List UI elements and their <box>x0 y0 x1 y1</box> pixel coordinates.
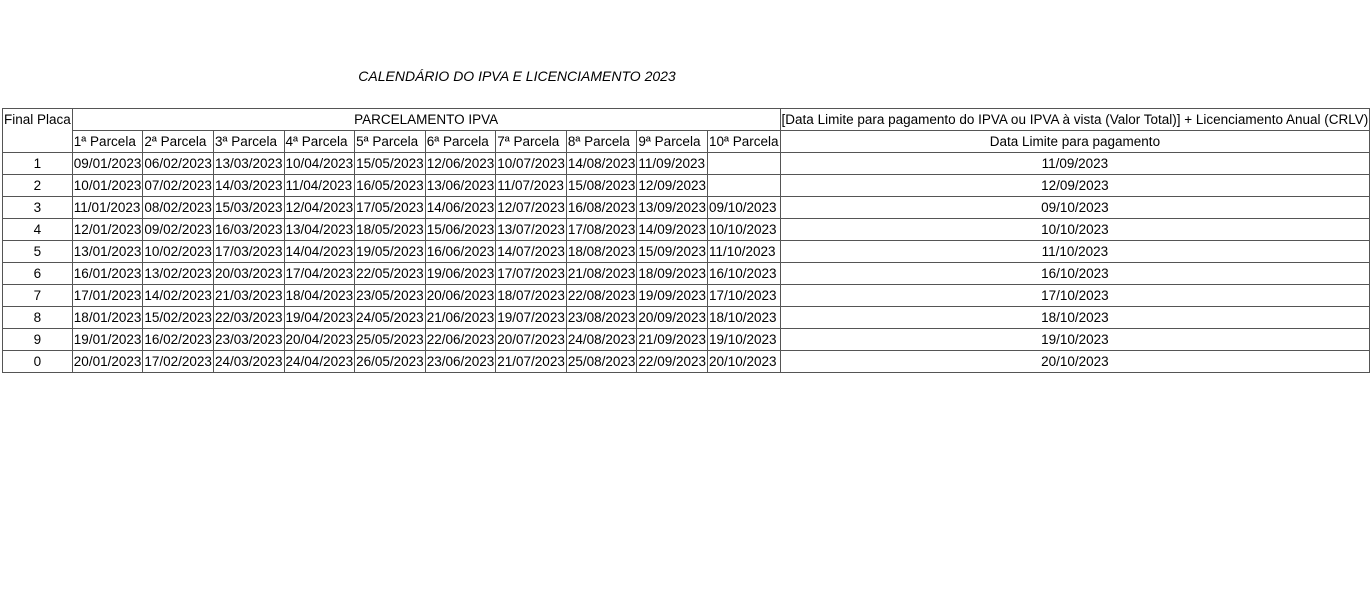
final-placa-cell: 2 <box>3 175 73 197</box>
final-placa-cell: 0 <box>3 351 73 373</box>
table-row <box>3 285 1370 307</box>
parcela-date-cell: 25/08/2023 <box>566 351 637 373</box>
parcela-date-cell: 14/02/2023 <box>143 285 214 307</box>
parcela-date-cell: 13/02/2023 <box>143 263 214 285</box>
table-row <box>3 307 1370 329</box>
parcela-date-cell: 20/09/2023 <box>637 307 708 329</box>
parcela-date-cell: 16/02/2023 <box>143 329 214 351</box>
parcela-date-cell: 16/10/2023 <box>708 263 781 285</box>
header-parcela-4: 4ª Parcela <box>284 131 355 153</box>
parcela-date-cell: 21/08/2023 <box>566 263 637 285</box>
parcela-date-cell: 15/09/2023 <box>637 241 708 263</box>
parcela-date-cell: 11/09/2023 <box>637 153 708 175</box>
parcela-date-cell: 08/02/2023 <box>143 197 214 219</box>
parcela-date-cell: 14/03/2023 <box>213 175 284 197</box>
parcela-date-cell: 16/05/2023 <box>355 175 426 197</box>
parcela-date-cell: 10/07/2023 <box>496 153 567 175</box>
parcela-date-cell: 25/05/2023 <box>355 329 426 351</box>
parcela-date-cell: 23/06/2023 <box>425 351 496 373</box>
parcela-date-cell: 18/04/2023 <box>284 285 355 307</box>
table-row <box>3 153 1370 175</box>
parcela-date-cell: 13/01/2023 <box>72 241 143 263</box>
data-limite-cell: 12/09/2023 <box>780 175 1370 197</box>
page-title: CALENDÁRIO DO IPVA E LICENCIAMENTO 2023 <box>358 68 676 84</box>
parcela-date-cell <box>708 175 781 197</box>
parcela-date-cell: 12/01/2023 <box>72 219 143 241</box>
header-parcela-1: 1ª Parcela <box>72 131 143 153</box>
parcela-date-cell: 20/04/2023 <box>284 329 355 351</box>
parcela-date-cell: 10/02/2023 <box>143 241 214 263</box>
parcela-date-cell: 10/01/2023 <box>72 175 143 197</box>
parcela-date-cell: 18/10/2023 <box>708 307 781 329</box>
parcela-date-cell: 17/10/2023 <box>708 285 781 307</box>
header-row-top <box>3 109 1370 131</box>
parcela-date-cell: 17/07/2023 <box>496 263 567 285</box>
parcela-date-cell: 19/06/2023 <box>425 263 496 285</box>
parcela-date-cell: 23/05/2023 <box>355 285 426 307</box>
parcela-date-cell: 19/10/2023 <box>708 329 781 351</box>
parcela-date-cell: 21/06/2023 <box>425 307 496 329</box>
parcela-date-cell: 21/09/2023 <box>637 329 708 351</box>
table-row <box>3 263 1370 285</box>
parcela-date-cell: 17/02/2023 <box>143 351 214 373</box>
parcela-date-cell: 09/02/2023 <box>143 219 214 241</box>
parcela-date-cell: 09/10/2023 <box>708 197 781 219</box>
parcela-date-cell: 12/09/2023 <box>637 175 708 197</box>
parcela-date-cell: 16/08/2023 <box>566 197 637 219</box>
parcela-date-cell: 14/06/2023 <box>425 197 496 219</box>
final-placa-cell: 5 <box>3 241 73 263</box>
parcela-date-cell: 13/09/2023 <box>637 197 708 219</box>
parcela-date-cell: 15/08/2023 <box>566 175 637 197</box>
header-parcela-6: 6ª Parcela <box>425 131 496 153</box>
parcela-date-cell: 24/03/2023 <box>213 351 284 373</box>
parcela-date-cell: 15/03/2023 <box>213 197 284 219</box>
parcela-date-cell: 22/05/2023 <box>355 263 426 285</box>
parcela-date-cell: 17/03/2023 <box>213 241 284 263</box>
parcela-date-cell: 24/08/2023 <box>566 329 637 351</box>
data-limite-cell: 09/10/2023 <box>780 197 1370 219</box>
parcela-date-cell: 20/03/2023 <box>213 263 284 285</box>
parcela-date-cell: 14/09/2023 <box>637 219 708 241</box>
data-limite-cell: 18/10/2023 <box>780 307 1370 329</box>
final-placa-cell: 4 <box>3 219 73 241</box>
parcela-date-cell: 14/08/2023 <box>566 153 637 175</box>
header-parcelamento-ipva: PARCELAMENTO IPVA <box>72 109 780 131</box>
parcela-date-cell: 11/04/2023 <box>284 175 355 197</box>
parcela-date-cell: 11/07/2023 <box>496 175 567 197</box>
parcela-date-cell: 10/04/2023 <box>284 153 355 175</box>
header-row-parcelas <box>3 131 1370 153</box>
parcela-date-cell: 12/04/2023 <box>284 197 355 219</box>
parcela-date-cell: 15/02/2023 <box>143 307 214 329</box>
data-limite-cell: 20/10/2023 <box>780 351 1370 373</box>
parcela-date-cell: 19/05/2023 <box>355 241 426 263</box>
parcela-date-cell: 13/04/2023 <box>284 219 355 241</box>
header-data-limite: [Data Limite para pagamento do IPVA ou IPVA à vista (Valor Total)] + Licenciamento Anual (CRLV) <box>780 109 1370 131</box>
parcela-date-cell: 11/01/2023 <box>72 197 143 219</box>
final-placa-cell: 9 <box>3 329 73 351</box>
parcela-date-cell: 20/10/2023 <box>708 351 781 373</box>
parcela-date-cell: 12/07/2023 <box>496 197 567 219</box>
parcela-date-cell: 20/01/2023 <box>72 351 143 373</box>
parcela-date-cell: 14/07/2023 <box>496 241 567 263</box>
parcela-date-cell: 07/02/2023 <box>143 175 214 197</box>
table-row <box>3 219 1370 241</box>
final-placa-cell: 1 <box>3 153 73 175</box>
header-parcela-8: 8ª Parcela <box>566 131 637 153</box>
data-limite-cell: 19/10/2023 <box>780 329 1370 351</box>
parcela-date-cell: 18/05/2023 <box>355 219 426 241</box>
parcela-date-cell: 18/07/2023 <box>496 285 567 307</box>
parcela-date-cell: 21/03/2023 <box>213 285 284 307</box>
parcela-date-cell: 24/04/2023 <box>284 351 355 373</box>
parcela-date-cell: 20/06/2023 <box>425 285 496 307</box>
data-limite-cell: 10/10/2023 <box>780 219 1370 241</box>
table-row <box>3 241 1370 263</box>
parcela-date-cell: 26/05/2023 <box>355 351 426 373</box>
header-parcela-2: 2ª Parcela <box>143 131 214 153</box>
parcela-date-cell: 22/06/2023 <box>425 329 496 351</box>
parcela-date-cell: 18/01/2023 <box>72 307 143 329</box>
parcela-date-cell: 22/08/2023 <box>566 285 637 307</box>
data-limite-cell: 16/10/2023 <box>780 263 1370 285</box>
parcela-date-cell: 17/01/2023 <box>72 285 143 307</box>
parcela-date-cell: 19/07/2023 <box>496 307 567 329</box>
parcela-date-cell: 22/03/2023 <box>213 307 284 329</box>
parcela-date-cell: 16/06/2023 <box>425 241 496 263</box>
parcela-date-cell: 17/05/2023 <box>355 197 426 219</box>
header-parcela-10: 10ª Parcela <box>708 131 781 153</box>
parcela-date-cell: 12/06/2023 <box>425 153 496 175</box>
header-parcela-9: 9ª Parcela <box>637 131 708 153</box>
parcela-date-cell <box>708 153 781 175</box>
header-final-placa: Final Placa <box>3 109 73 153</box>
parcela-date-cell: 17/08/2023 <box>566 219 637 241</box>
parcela-date-cell: 23/03/2023 <box>213 329 284 351</box>
table-row <box>3 351 1370 373</box>
parcela-date-cell: 14/04/2023 <box>284 241 355 263</box>
parcela-date-cell: 11/10/2023 <box>708 241 781 263</box>
parcela-date-cell: 20/07/2023 <box>496 329 567 351</box>
parcela-date-cell: 23/08/2023 <box>566 307 637 329</box>
data-limite-cell: 17/10/2023 <box>780 285 1370 307</box>
table-row <box>3 175 1370 197</box>
parcela-date-cell: 19/04/2023 <box>284 307 355 329</box>
table-row <box>3 329 1370 351</box>
ipva-calendar-table <box>2 108 1370 373</box>
parcela-date-cell: 09/01/2023 <box>72 153 143 175</box>
header-parcela-3: 3ª Parcela <box>213 131 284 153</box>
header-parcela-7: 7ª Parcela <box>496 131 567 153</box>
parcela-date-cell: 06/02/2023 <box>143 153 214 175</box>
parcela-date-cell: 18/08/2023 <box>566 241 637 263</box>
parcela-date-cell: 21/07/2023 <box>496 351 567 373</box>
header-data-pagamento: Data Limite para pagamento <box>780 131 1370 153</box>
parcela-date-cell: 16/01/2023 <box>72 263 143 285</box>
parcela-date-cell: 15/06/2023 <box>425 219 496 241</box>
final-placa-cell: 8 <box>3 307 73 329</box>
parcela-date-cell: 24/05/2023 <box>355 307 426 329</box>
parcela-date-cell: 15/05/2023 <box>355 153 426 175</box>
parcela-date-cell: 16/03/2023 <box>213 219 284 241</box>
parcela-date-cell: 19/01/2023 <box>72 329 143 351</box>
parcela-date-cell: 22/09/2023 <box>637 351 708 373</box>
parcela-date-cell: 19/09/2023 <box>637 285 708 307</box>
data-limite-cell: 11/09/2023 <box>780 153 1370 175</box>
parcela-date-cell: 13/06/2023 <box>425 175 496 197</box>
parcela-date-cell: 13/03/2023 <box>213 153 284 175</box>
parcela-date-cell: 13/07/2023 <box>496 219 567 241</box>
data-limite-cell: 11/10/2023 <box>780 241 1370 263</box>
parcela-date-cell: 17/04/2023 <box>284 263 355 285</box>
header-parcela-5: 5ª Parcela <box>355 131 426 153</box>
final-placa-cell: 7 <box>3 285 73 307</box>
final-placa-cell: 3 <box>3 197 73 219</box>
parcela-date-cell: 18/09/2023 <box>637 263 708 285</box>
parcela-date-cell: 10/10/2023 <box>708 219 781 241</box>
table-row <box>3 197 1370 219</box>
final-placa-cell: 6 <box>3 263 73 285</box>
